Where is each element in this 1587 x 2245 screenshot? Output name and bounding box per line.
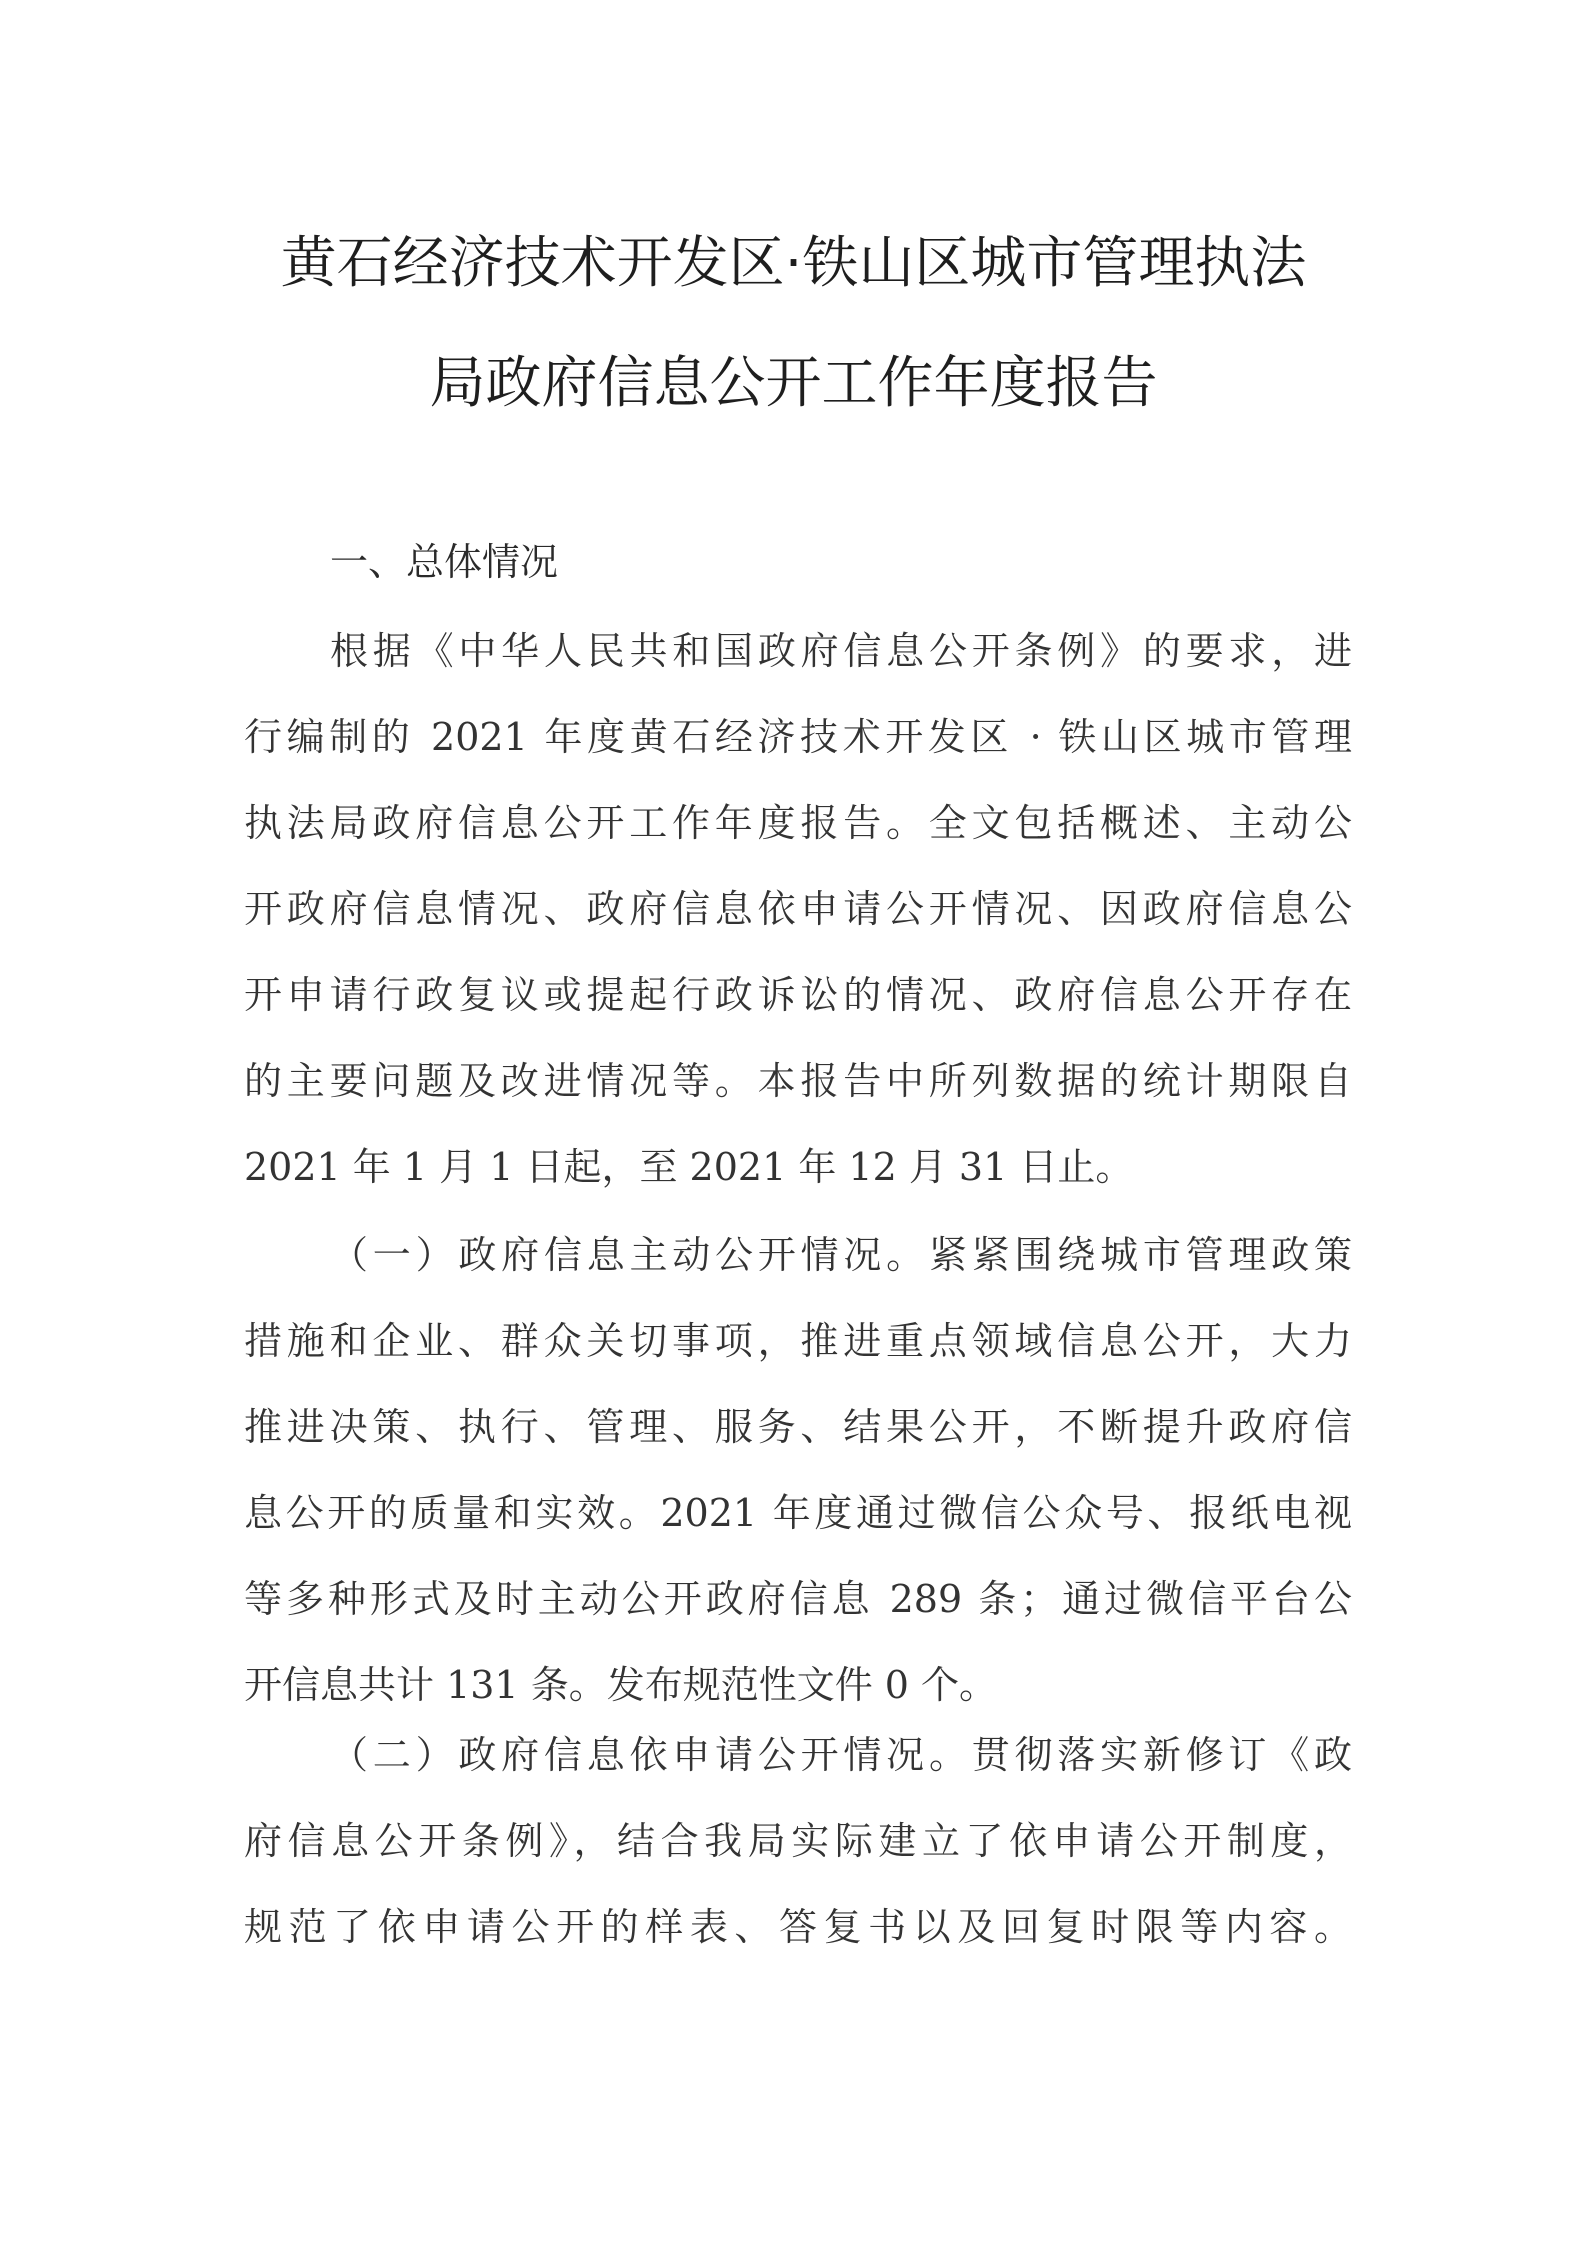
paragraph-line: 2021 年 1 月 1 日起，至 2021 年 12 月 31 日止。	[244, 1145, 1134, 1189]
paragraph-line: 的主要问题及改进情况等。本报告中所列数据的统计期限自	[244, 1059, 1352, 1103]
paragraph-line: 开信息共计 131 条。发布规范性文件 0 个。	[244, 1663, 998, 1707]
paragraph-line: 开政府信息情况、政府信息依申请公开情况、因政府信息公	[244, 887, 1352, 931]
paragraph-line: （一）政府信息主动公开情况。紧紧围绕城市管理政策	[330, 1233, 1352, 1277]
paragraph-line: 开申请行政复议或提起行政诉讼的情况、政府信息公开存在	[244, 973, 1352, 1017]
section-heading-overview: 一、总体情况	[330, 540, 559, 584]
paragraph-line: 规范了依申请公开的样表、答复书以及回复时限等内容。	[244, 1905, 1352, 1949]
paragraph-active-disclosure	[244, 1212, 1352, 1728]
paragraph-line: 等多种形式及时主动公开政府信息 289 条；通过微信平台公	[244, 1577, 1352, 1621]
paragraph-line: （二）政府信息依申请公开情况。贯彻落实新修订《政	[330, 1733, 1352, 1777]
paragraph-line: 措施和企业、群众关切事项，推进重点领域信息公开，大力	[244, 1319, 1352, 1363]
paragraph-application-disclosure	[244, 1712, 1352, 1970]
document-title-line-2: 局政府信息公开工作年度报告	[429, 351, 1158, 416]
paragraph-line: 推进决策、执行、管理、服务、结果公开，不断提升政府信	[244, 1405, 1352, 1449]
paragraph-line: 府信息公开条例》，结合我局实际建立了依申请公开制度，	[244, 1819, 1352, 1863]
document-title-line-1: 黄石经济技术开发区·铁山区城市管理执法	[280, 231, 1307, 296]
paragraph-line: 根据《中华人民共和国政府信息公开条例》的要求，进	[330, 629, 1352, 673]
paragraph-overview	[244, 608, 1352, 1210]
paragraph-line: 执法局政府信息公开工作年度报告。全文包括概述、主动公	[244, 801, 1352, 845]
paragraph-line: 行编制的 2021 年度黄石经济技术开发区 · 铁山区城市管理	[244, 715, 1352, 759]
paragraph-line: 息公开的质量和实效。2021 年度通过微信公众号、报纸电视	[244, 1491, 1352, 1535]
